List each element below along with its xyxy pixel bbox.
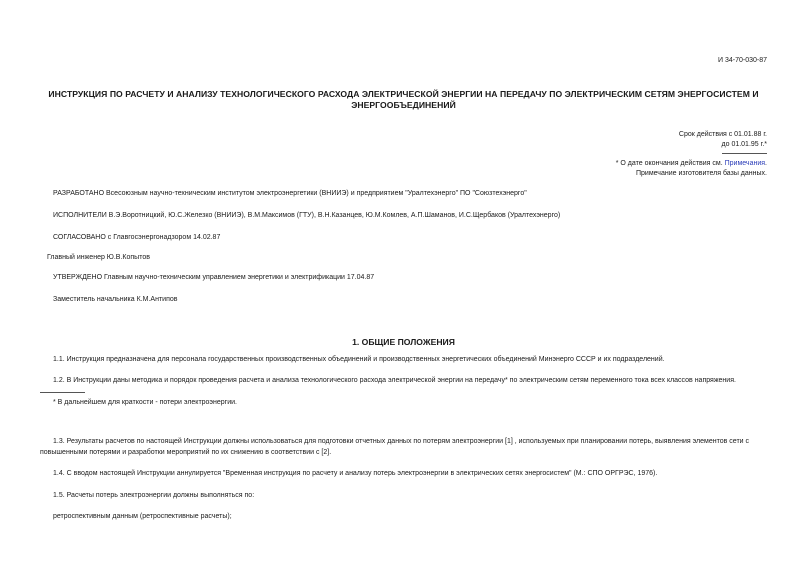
- document-code: И 34-70-030-87: [717, 57, 767, 64]
- paragraph-1-1: 1.1. Инструкция предназначена для персонала государственных производственных объединений и производственных энергетических объединений Минэнерго СССР и их подразделений.: [53, 356, 665, 363]
- approved-by: УТВЕРЖДЕНО Главным научно-техническим управлением энергетики и электрификации 17.04.87: [53, 274, 375, 281]
- executors: ИСПОЛНИТЕЛИ В.Э.Воротницкий, Ю.С.Железко (ВНИИЭ), В.М.Максимов (ГТУ), В.Н.Казанцев, Ю.М.Комлев, А.П.Шаманов, И.С.Щербаков (Уралтехэнерго): [53, 212, 561, 219]
- validity-from: Срок действия с 01.01.88 г.: [678, 131, 767, 138]
- paragraph-1-2: 1.2. В Инструкции даны методика и порядок проведения расчета и анализа технологического расхода электрической энергии на передачу* по электрическим сетям переменного тока всех классов напряжения.: [53, 377, 736, 384]
- note-source: Примечание изготовителя базы данных.: [635, 170, 767, 177]
- developed-by: РАЗРАБОТАНО Всесоюзным научно-техническим институтом электроэнергетики (ВНИИЭ) и предприятием "Уралтехэнерго" ПО "Союзтехэнерго": [53, 190, 527, 197]
- chief-engineer: Главный инженер Ю.В.Копытов: [47, 254, 150, 261]
- agreed-with: СОГЛАСОВАНО с Главгосэнергонадзором 14.02.87: [53, 234, 221, 241]
- paragraph-1-5-a: ретроспективным данным (ретроспективные расчеты);: [53, 513, 232, 520]
- section-title: 1. ОБЩИЕ ПОЛОЖЕНИЯ: [352, 337, 455, 347]
- note-link[interactable]: Примечания: [724, 160, 766, 167]
- validity-divider: [722, 153, 767, 154]
- validity-note: [616, 159, 767, 168]
- paragraph-1-5: 1.5. Расчеты потерь электроэнергии должны выполняться по:: [53, 492, 255, 499]
- paragraph-1-3: 1.3. Результаты расчетов по настоящей Инструкции должны использоваться для подготовки отчетных данных по потерям электроэнергии [1] , используемых при планировании потерь, выявления элементов сети с повышенными потерями и разработки мероприятий по их снижению в соответствии с [2].: [40, 438, 750, 456]
- validity-to: до 01.01.95 г.*: [721, 141, 767, 148]
- deputy-head: Заместитель начальника К.М.Антипов: [53, 296, 178, 303]
- note-prefix: * О дате окончания действия см.: [615, 160, 723, 167]
- footnote: * В дальнейшем для краткости - потери электроэнергии.: [53, 399, 237, 406]
- note-suffix: .: [765, 160, 767, 167]
- paragraph-1-4: 1.4. С вводом настоящей Инструкции аннулируется "Временная инструкция по расчету и анализу потерь электроэнергии в электрических сетях энергосистем" (М.: СПО ОРГРЭС, 1976).: [53, 470, 658, 477]
- footnote-divider: [40, 392, 85, 393]
- document-title: ИНСТРУКЦИЯ ПО РАСЧЕТУ И АНАЛИЗУ ТЕХНОЛОГИЧЕСКОГО РАСХОДА ЭЛЕКТРИЧЕСКОЙ ЭНЕРГИИ НА ПЕРЕДАЧУ ПО ЭЛЕКТРИЧЕСКИМ СЕТЯМ ЭНЕРГОСИСТЕМ И ЭНЕРГООБЪЕДИНЕНИЙ: [48, 89, 759, 110]
